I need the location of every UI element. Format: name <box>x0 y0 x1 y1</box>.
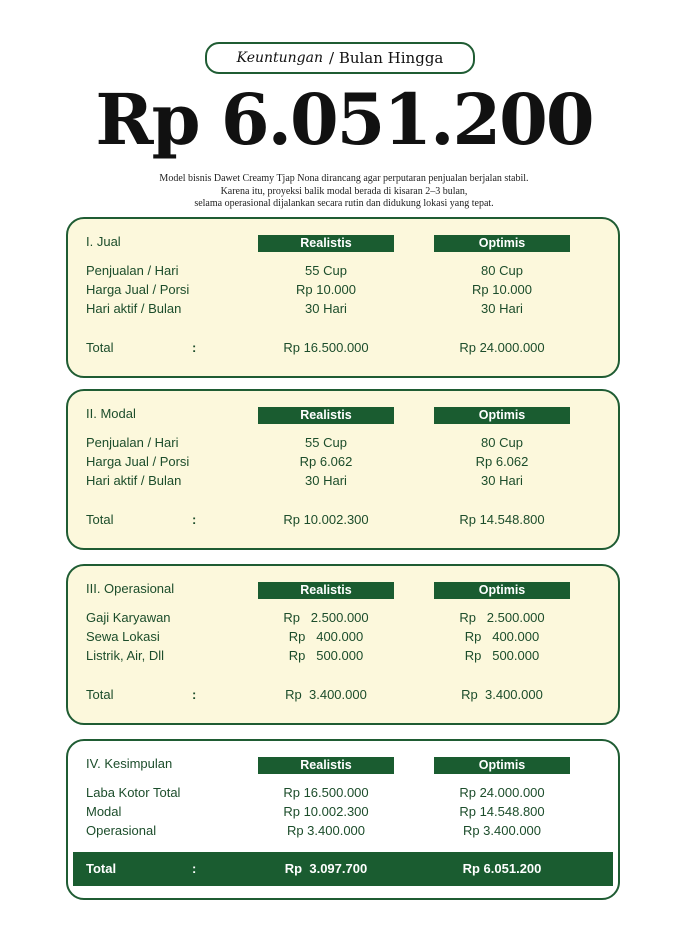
section-title: II. Modal <box>86 406 136 421</box>
optimistic-total: Rp 24.000.000 <box>459 340 545 355</box>
total-row <box>68 511 618 529</box>
section-operasional-card <box>66 564 620 725</box>
row-label: Gaji Karyawan <box>86 610 171 625</box>
realistic-value: 55 Cup <box>305 435 347 450</box>
optimistic-value: Rp 500.000 <box>464 648 540 663</box>
section-modal-card <box>66 389 620 550</box>
total-colon: : <box>192 687 197 702</box>
section-title: I. Jual <box>86 234 121 249</box>
realistic-value: 30 Hari <box>305 473 347 488</box>
table-row <box>68 784 618 802</box>
realistic-value: Rp 400.000 <box>288 629 364 644</box>
optimistic-value: Rp 6.062 <box>475 454 529 469</box>
optimistic-header: Optimis <box>434 235 570 252</box>
optimistic-total: Rp 14.548.800 <box>459 512 545 527</box>
total-row <box>73 860 613 878</box>
optimistic-value: Rp 3.400.000 <box>462 823 542 838</box>
total-row <box>68 339 618 357</box>
optimistic-total: Rp 3.400.000 <box>461 687 543 702</box>
realistic-total: Rp 10.002.300 <box>283 512 369 527</box>
total-colon: : <box>192 861 197 876</box>
table-row <box>68 262 618 280</box>
description-line: Model bisnis Dawet Creamy Tjap Nona dirancang agar perputaran penjualan berjalan stabil. <box>159 173 529 184</box>
table-row <box>68 647 618 665</box>
total-colon: : <box>192 340 197 355</box>
row-label: Harga Jual / Porsi <box>86 454 190 469</box>
row-label: Penjualan / Hari <box>86 435 179 450</box>
table-row <box>68 609 618 627</box>
realistic-value: Rp 16.500.000 <box>283 785 369 800</box>
realistic-value: Rp 2.500.000 <box>283 610 369 625</box>
description-line: selama operasional dijalankan secara rutin dan didukung lokasi yang tepat. <box>194 198 494 209</box>
header-pill <box>205 42 475 74</box>
section-kesimpulan-card <box>66 739 620 900</box>
optimistic-header: Optimis <box>434 407 570 424</box>
optimistic-header: Optimis <box>434 757 570 774</box>
section-title: IV. Kesimpulan <box>86 756 173 771</box>
table-row <box>68 803 618 821</box>
realistic-total: Rp 16.500.000 <box>283 340 369 355</box>
total-colon: : <box>192 512 197 527</box>
row-label: Operasional <box>86 823 157 838</box>
total-label: Total <box>86 340 114 355</box>
row-label: Listrik, Air, Dll <box>86 648 165 663</box>
section-jual-card <box>66 217 620 378</box>
realistic-total: Rp 3.400.000 <box>285 687 367 702</box>
table-row <box>68 628 618 646</box>
row-label: Laba Kotor Total <box>86 785 181 800</box>
realistic-value: Rp 3.400.000 <box>286 823 366 838</box>
table-row <box>68 822 618 840</box>
realistic-value: 30 Hari <box>305 301 347 316</box>
realistic-total: Rp 3.097.700 <box>284 861 368 876</box>
optimistic-value: 80 Cup <box>481 435 523 450</box>
optimistic-value: 30 Hari <box>481 473 523 488</box>
optimistic-value: 30 Hari <box>481 301 523 316</box>
realistic-header: Realistis <box>258 757 394 774</box>
table-row <box>68 472 618 490</box>
total-bar <box>73 852 613 886</box>
total-label: Total <box>86 861 117 876</box>
realistic-value: Rp 500.000 <box>288 648 364 663</box>
optimistic-value: Rp 10.000 <box>472 282 532 297</box>
table-row <box>68 281 618 299</box>
description-line: Karena itu, proyeksi balik modal berada di kisaran 2–3 bulan, <box>220 185 468 197</box>
realistic-header: Realistis <box>258 582 394 599</box>
row-label: Hari aktif / Bulan <box>86 473 182 488</box>
optimistic-value: Rp 400.000 <box>464 629 540 644</box>
table-row <box>68 453 618 471</box>
optimistic-total: Rp 6.051.200 <box>462 861 542 876</box>
description <box>0 173 688 211</box>
row-label: Hari aktif / Bulan <box>86 301 182 316</box>
realistic-value: Rp 6.062 <box>299 454 353 469</box>
row-label: Penjualan / Hari <box>86 263 179 278</box>
optimistic-header: Optimis <box>434 582 570 599</box>
realistic-value: 55 Cup <box>305 263 347 278</box>
profit-amount: Rp 6.051.200 <box>95 78 593 161</box>
realistic-value: Rp 10.000 <box>296 282 356 297</box>
optimistic-value: 80 Cup <box>481 263 523 278</box>
row-label: Harga Jual / Porsi <box>86 282 190 297</box>
row-label: Modal <box>86 804 122 819</box>
optimistic-value: Rp 2.500.000 <box>459 610 545 625</box>
row-label: Sewa Lokasi <box>86 629 160 644</box>
realistic-header: Realistis <box>258 407 394 424</box>
total-label: Total <box>86 687 114 702</box>
optimistic-value: Rp 24.000.000 <box>459 785 545 800</box>
table-row <box>68 300 618 318</box>
table-row <box>68 434 618 452</box>
optimistic-value: Rp 14.548.800 <box>459 804 545 819</box>
total-row <box>68 686 618 704</box>
pill-text: / Bulan Hingga <box>329 49 444 67</box>
pill-italic-text: Keuntungan <box>236 50 323 66</box>
section-title: III. Operasional <box>86 581 175 596</box>
realistic-value: Rp 10.002.300 <box>283 804 369 819</box>
realistic-header: Realistis <box>258 235 394 252</box>
total-label: Total <box>86 512 114 527</box>
